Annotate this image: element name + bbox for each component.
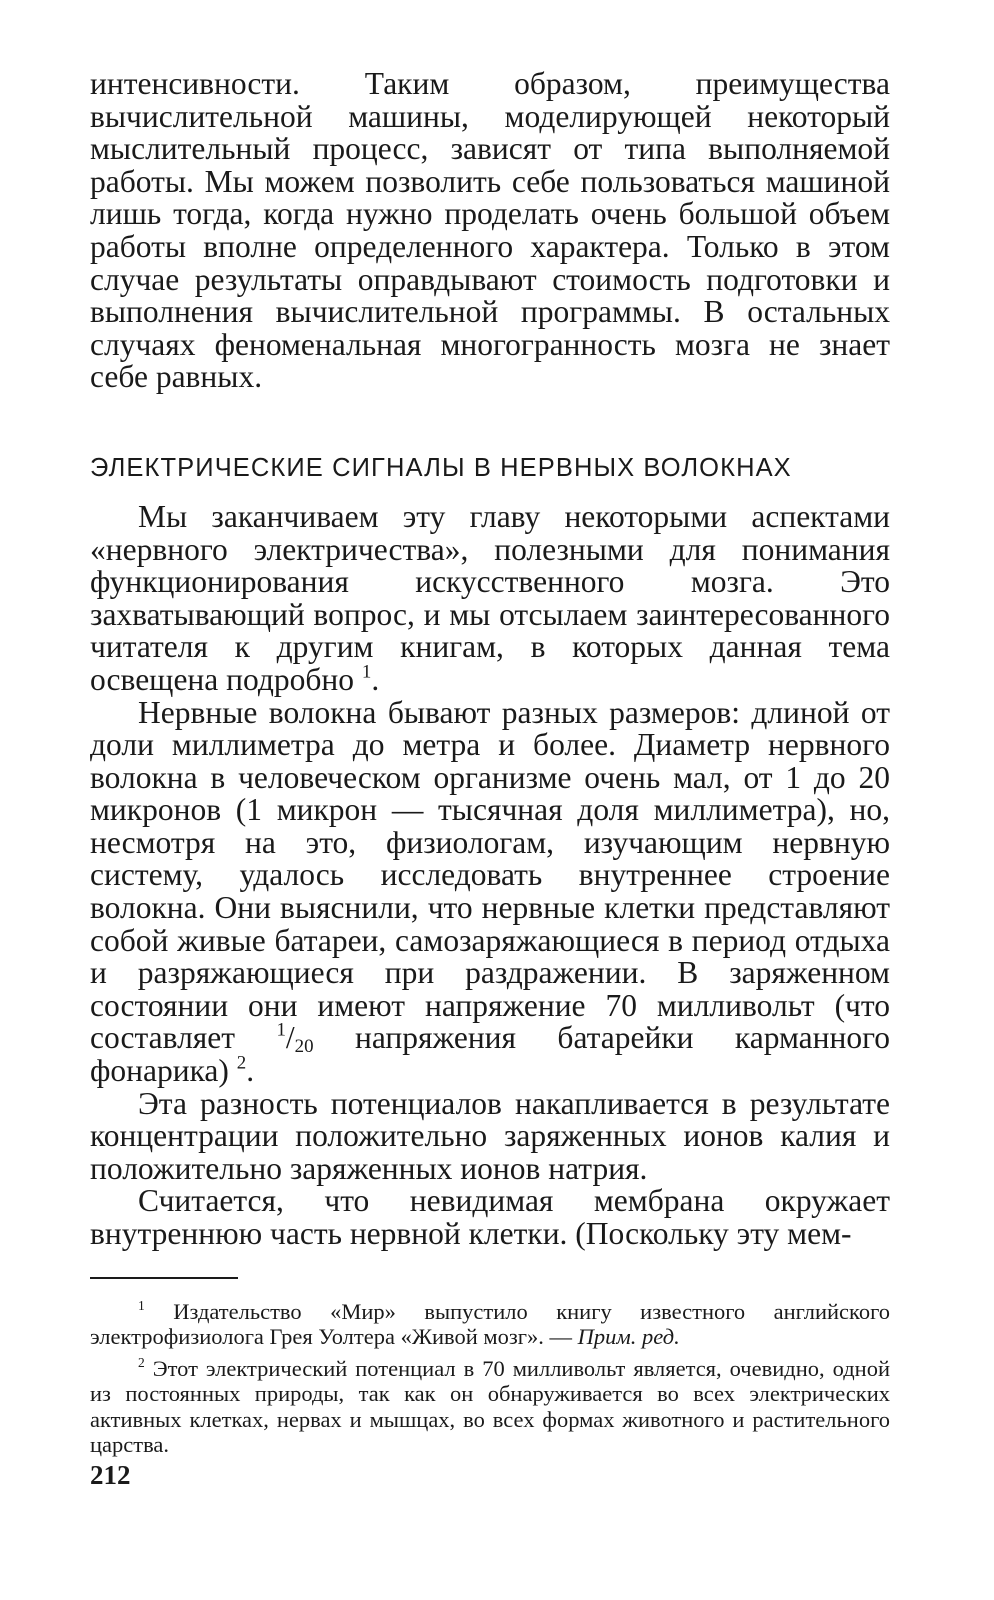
footnote-1-text: Издательство «Мир» выпустило книгу известного английского электрофизиолога Грея Уолтера «Живой мозг». —	[90, 1298, 891, 1350]
paragraph-3-text: Эта разность потенциалов накапливается в результате концентрации положительно заряженных ионов калия и положительно заряженных ионов натрия.	[90, 1085, 890, 1186]
paragraph-4	[90, 1185, 890, 1250]
intro-paragraph	[90, 68, 890, 394]
paragraph-2-end: .	[246, 1053, 255, 1089]
footnote-2-text: Этот электрический потенциал в 70 милливольт является, очевидно, одной из постоянных природы, так как он обнаруживается во всех электрических активных клетках, нервах и мышцах, во всех формах животного и растительного царства.	[90, 1355, 891, 1458]
intro-text: интенсивности. Таким образом, преимущества вычислительной машины, моделирующей некоторый мыслительный процесс, зависят от типа выполняемой работы. Мы можем позволить себе пользоваться машиной лишь тогда, когда нужно проделать очень большой объем работы вполне определенного характера. Только в этом случае результаты оправдывают стоимость подготовки и выполнения вычислительной программы. В остальных случаях феноменальная многогранность мозга не знает себе равных.	[90, 66, 890, 395]
paragraph-1-end: .	[371, 661, 380, 697]
footnote-mark-2: 2	[138, 1354, 145, 1370]
paragraph-3	[90, 1085, 890, 1186]
fraction-numerator: 1	[276, 1020, 286, 1042]
footnote-1	[90, 1299, 890, 1350]
footnote-2	[90, 1356, 890, 1458]
paragraph-1	[90, 498, 890, 697]
paragraph-2-text-cont: напряжения батарейки карманного фонарика)	[90, 1020, 891, 1089]
footnote-ref-2[interactable]: 2	[236, 1052, 247, 1074]
fraction: $^1/_{20}$	[276, 1020, 314, 1058]
footnote-ref-1[interactable]: 1	[361, 661, 372, 683]
page-body	[90, 68, 890, 1458]
paragraph-1-text: Мы заканчиваем эту главу некоторыми аспектами «нервного электричества», полезными для понимания функционирования искусственного мозга. Это захватывающий вопрос, и мы отсылаем заинтересованного читателя к другим книгам, в которых данная тема освещена подробно	[90, 498, 890, 697]
footnote-divider	[90, 1277, 238, 1279]
page-number: 212	[90, 1460, 131, 1490]
paragraph-2	[90, 694, 891, 1089]
paragraph-4-text: Считается, что невидимая мембрана окружает внутреннюю часть нервной клетки. (Поскольку эту мем-	[90, 1183, 890, 1251]
fraction-denominator: 20	[294, 1036, 314, 1058]
footnote-1-editor-note: Прим. ред.	[577, 1324, 680, 1350]
footnote-mark-1: 1	[138, 1297, 145, 1313]
section-heading: ЭЛЕКТРИЧЕСКИЕ СИГНАЛЫ В НЕРВНЫХ ВОЛОКНАХ	[90, 453, 792, 482]
paragraph-2-text: Нервные волокна бывают разных размеров: длиной от доли миллиметра до метра и более. Диаметр нервного волокна в человеческом организме очень мал, от 1 до 20 микронов (1 микрон — тысячная доля миллиметра), но, несмотря на это, физиологам, изучающим нервную систему, удалось исследовать внутреннее строение волокна. Они выяснили, что нервные клетки представляют собой живые батареи, самозаряжающиеся в период отдыха и разряжающиеся при раздражении. В заряженном состоянии они имеют напряжение 70 милливольт (что составляет	[90, 694, 890, 1056]
